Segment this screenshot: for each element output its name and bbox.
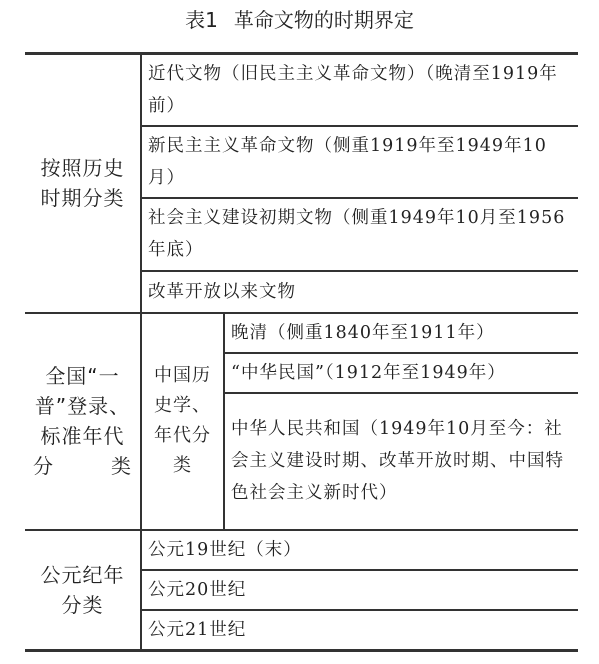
period-definition-table xyxy=(25,52,578,652)
table-cell: 新民主主义革命文物（侧重1919年至1949年10月） xyxy=(141,126,578,198)
table-number: 表1 xyxy=(185,8,218,32)
table-cell: 公元20世纪 xyxy=(141,570,578,610)
table-cell: 中华人民共和国（1949年10月至今：社会主义建设时期、改革开放时期、中国特色社会主义新时代） xyxy=(224,393,578,530)
table-cell: “中华民国”（1912年至1949年） xyxy=(224,353,578,393)
table-caption xyxy=(0,6,599,34)
group-label-calendar-era: 公元纪年分类 xyxy=(25,530,141,651)
table-cell: 公元21世纪 xyxy=(141,610,578,650)
table-row xyxy=(25,530,578,570)
subgroup-label-history-era: 中国历史学、年代分类 xyxy=(141,313,224,530)
table-cell: 晚清（侧重1840年至1911年） xyxy=(224,313,578,353)
group-label-national-survey: 全国“一普”登录、标准年代分类 xyxy=(25,313,141,530)
table-cell: 社会主义建设初期文物（侧重1949年10月至1956年底） xyxy=(141,198,578,270)
table-cell: 公元19世纪（末） xyxy=(141,530,578,570)
table-row xyxy=(25,54,578,126)
table-row xyxy=(25,313,578,353)
table-cell: 近代文物（旧民主主义革命文物）（晚清至1919年前） xyxy=(141,54,578,126)
table-cell: 改革开放以来文物 xyxy=(141,271,578,313)
table-title: 革命文物的时期界定 xyxy=(233,8,414,32)
group-label-historical-period: 按照历史时期分类 xyxy=(25,54,141,313)
